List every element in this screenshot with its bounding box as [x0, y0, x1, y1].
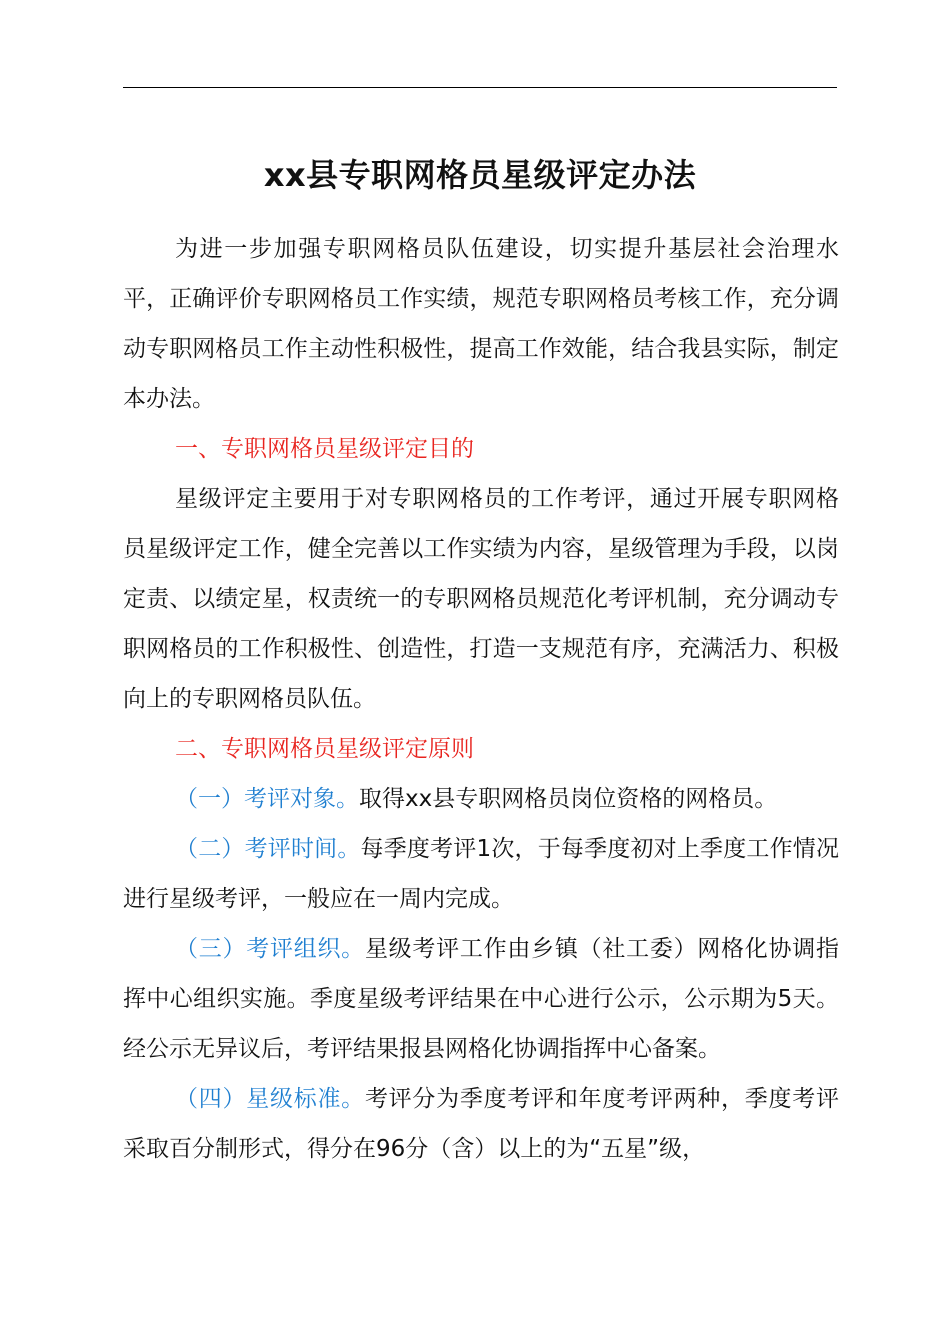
item-evaluation-organization: [123, 924, 839, 1074]
item-label: （一）考评对象。: [175, 786, 359, 812]
item-star-standard: [123, 1074, 839, 1174]
item-text: 取得xx县专职网格员岗位资格的网格员。: [359, 786, 778, 812]
item-label: （三）考评组织。: [175, 936, 365, 962]
item-evaluation-target: [123, 774, 839, 824]
section-1-heading: 一、专职网格员星级评定目的: [175, 436, 474, 462]
section-2-heading: 二、专职网格员星级评定原则: [175, 736, 474, 762]
item-evaluation-time: [123, 824, 839, 924]
header-rule: [123, 87, 837, 88]
document-title: xx县专职网格员星级评定办法: [263, 156, 697, 194]
intro-paragraph: 为进一步加强专职网格员队伍建设，切实提升基层社会治理水平，正确评价专职网格员工作实绩，规范专职网格员考核工作，充分调动专职网格员工作主动性积极性，提高工作效能，结合我县实际，制定本办法。: [123, 236, 839, 412]
item-label: （四）星级标准。: [175, 1086, 365, 1112]
section-1-paragraph: 星级评定主要用于对专职网格员的工作考评，通过开展专职网格员星级评定工作，健全完善以工作实绩为内容，星级管理为手段，以岗定责、以绩定星，权责统一的专职网格员规范化考评机制，充分调动专职网格员的工作积极性、创造性，打造一支规范有序，充满活力、积极向上的专职网格员队伍。: [123, 486, 839, 712]
item-text: 考评分为季度考评和年度考评两种，季度考评采取百分制形式，得分在96分（含）以上的为“五星”级，: [123, 1086, 840, 1162]
item-text: 星级考评工作由乡镇（社工委）网格化协调指挥中心组织实施。季度星级考评结果在中心进行公示，公示期为5天。经公示无异议后，考评结果报县网格化协调指挥中心备案。: [123, 936, 840, 1062]
item-label: （二）考评时间。: [175, 836, 361, 862]
item-text: 每季度考评1次，于每季度初对上季度工作情况进行星级考评，一般应在一周内完成。: [123, 836, 839, 912]
document-body: [123, 224, 839, 1174]
